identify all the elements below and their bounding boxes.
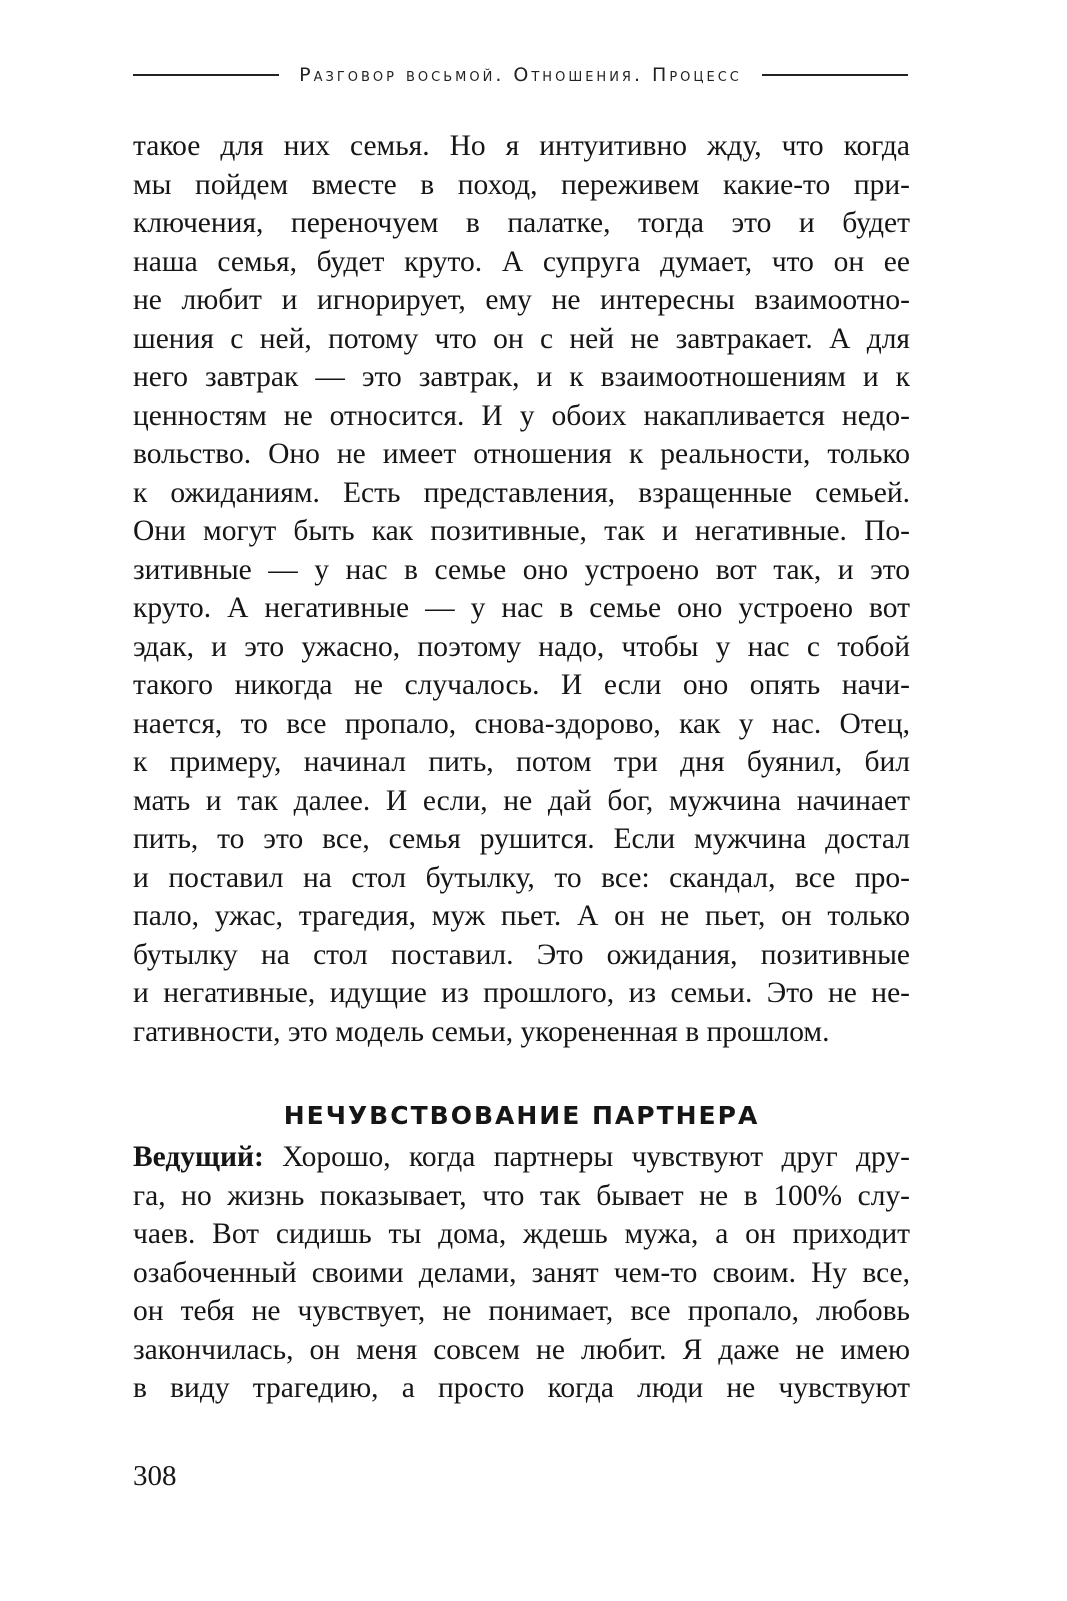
running-head-rule-right — [762, 74, 908, 76]
text-line: ключения, переночуем в палатке, тогда это и будет — [133, 207, 910, 239]
text-line: мы пойдем вместе в поход, переживем какие-то при- — [133, 168, 910, 201]
running-head-rule-left — [133, 74, 279, 76]
speaker-label: Ведущий: — [133, 1141, 264, 1173]
text-line: закончилась, он меня совсем не любит. Я даже не имею — [133, 1333, 910, 1366]
page-number: 308 — [133, 1460, 177, 1492]
text-line — [133, 1138, 910, 1177]
text-line: нается, то все пропало, снова-здорово, как у нас. Отец, — [133, 707, 910, 740]
text-line: такого никогда не случалось. И если оно опять начи- — [133, 669, 910, 701]
running-head-title: Разговор восьмой. Отношения. Процесс — [299, 64, 742, 86]
text-line: мать и так далее. И если, не дай бог, мужчина начинает — [133, 784, 910, 817]
text-line: вольство. Оно не имеет отношения к реальности, только — [133, 438, 910, 470]
body-paragraph-2 — [133, 1138, 910, 1408]
text-line: круто. А негативные — у нас в семье оно устроено вот — [133, 592, 910, 624]
text-line: гативности, это модель семьи, укорененная в прошлом. — [133, 1015, 830, 1048]
text-line: к ожиданиям. Есть представления, взращенные семьей. — [133, 476, 910, 509]
text-line: не любит и игнорирует, ему не интересны взаимоотно- — [133, 284, 910, 316]
text-line: к примеру, начинал пить, потом три дня буянил, бил — [133, 746, 910, 778]
text-line: шения с ней, потому что он с ней не завтракает. А для — [133, 322, 910, 355]
running-head — [133, 62, 908, 88]
text-line: эдак, и это ужасно, поэтому надо, чтобы у нас с тобой — [133, 630, 910, 663]
text-line: него завтрак — это завтрак, и к взаимоотношениям и к — [133, 361, 910, 393]
text-line: пало, ужас, трагедия, муж пьет. А он не пьет, он только — [133, 900, 910, 932]
text-line: чаев. Вот сидишь ты дома, ждешь мужа, а он приходит — [133, 1218, 910, 1250]
text-line: бутылку на стол поставил. Это ожидания, позитивные — [133, 938, 910, 971]
text-line: га, но жизнь показывает, что так бывает не в 100% слу- — [133, 1179, 910, 1212]
text-line: такое для них семья. Но я интуитивно жду, что когда — [133, 130, 910, 162]
text-line: в виду трагедию, а просто когда люди не чувствуют — [133, 1372, 910, 1404]
body-paragraph-1 — [133, 127, 910, 1051]
text-line: он тебя не чувствует, не понимает, все пропало, любовь — [133, 1295, 910, 1327]
text-line: и негативные, идущие из прошлого, из семьи. Это не не- — [133, 977, 910, 1009]
text-line: Они могут быть как позитивные, так и негативные. По- — [133, 515, 910, 547]
text-line: озабоченный своими делами, занят чем-то своим. Ну все, — [133, 1256, 910, 1289]
text-line: ценностям не относится. И у обоих накапливается недо- — [133, 399, 910, 432]
section-heading: НЕЧУВСТВОВАНИЕ ПАРТНЕРА — [283, 1100, 760, 1130]
text-line: и поставил на стол бутылку, то все: скандал, все про- — [133, 861, 910, 894]
text-line: пить, то это все, семья рушится. Если мужчина достал — [133, 823, 910, 855]
text-fragment: Хорошо, когда партнеры чувствуют друг дру- — [263, 1141, 910, 1173]
text-line: зитивные — у нас в семье оно устроено вот так, и это — [133, 553, 910, 586]
text-line: наша семья, будет круто. А супруга думает, что он ее — [133, 245, 910, 278]
